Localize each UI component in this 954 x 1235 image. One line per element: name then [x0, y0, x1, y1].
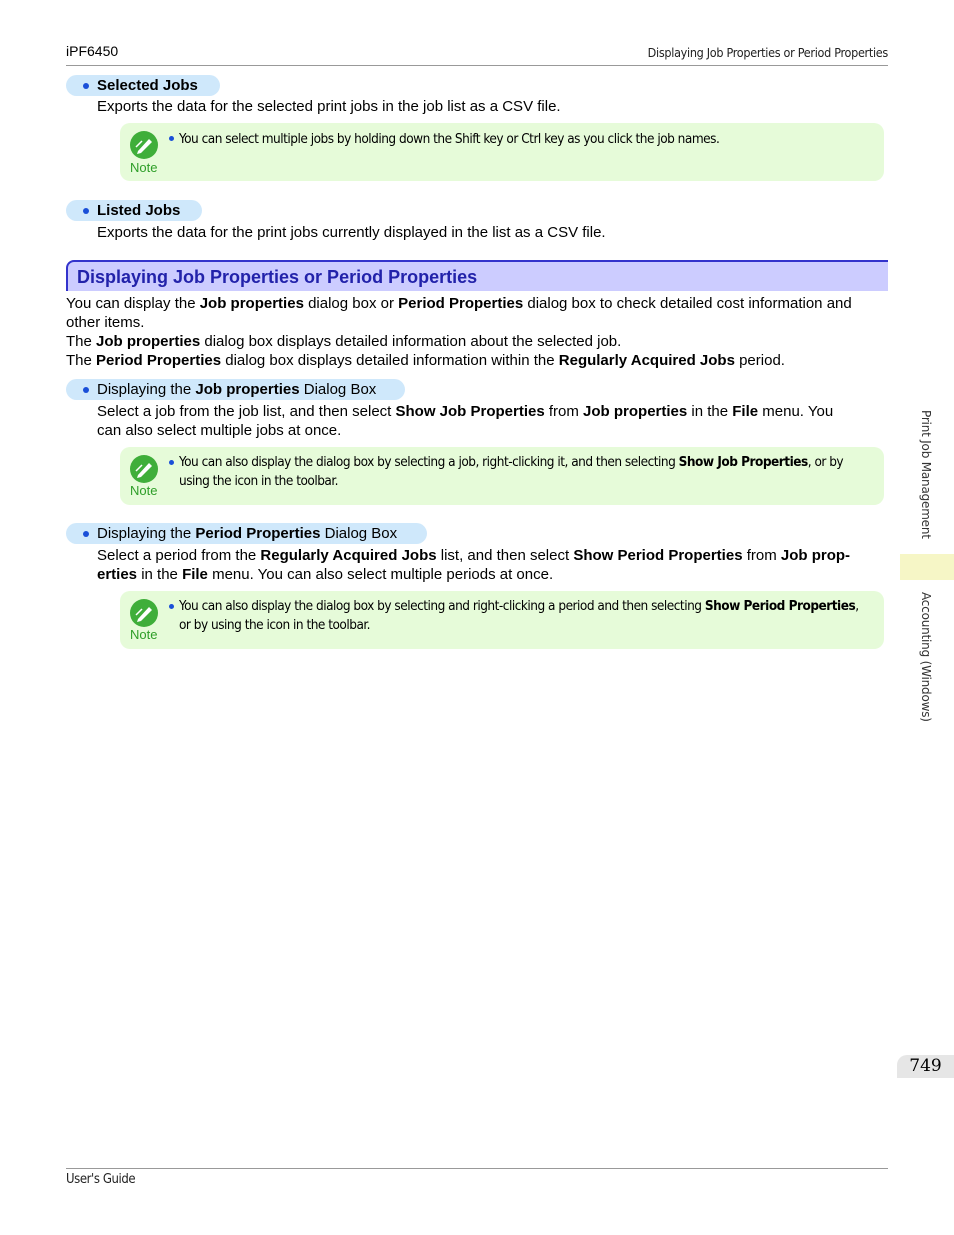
bullet-icon [83, 208, 89, 214]
period-properties-line-1: Select a period from the Regularly Acquired Jobs list, and then select Show Period Properties from Job prop- [97, 547, 851, 564]
note-box [120, 123, 884, 181]
sidebar-highlight [900, 554, 954, 580]
note-pencil-icon [130, 455, 158, 483]
footer-text: User's Guide [66, 1172, 136, 1187]
bullet-icon [169, 460, 174, 465]
sidebar-chapter: Print Job Management [919, 410, 933, 539]
job-properties-label: Displaying the Job properties Dialog Box [97, 381, 377, 398]
footer-divider [66, 1168, 888, 1169]
header-divider [66, 65, 888, 66]
selected-jobs-description: Exports the data for the selected print jobs in the job list as a CSV file. [97, 98, 561, 115]
note-text-line-1: You can also display the dialog box by selecting and right-clicking a period and then selecting Show Period Properties, [179, 598, 859, 614]
note-text-line-2: or by using the icon in the toolbar. [179, 617, 370, 633]
selected-jobs-heading [66, 75, 220, 96]
period-properties-label: Displaying the Period Properties Dialog Box [97, 525, 398, 542]
note-text: You can select multiple jobs by holding down the Shift key or Ctrl key as you click the job names. [179, 131, 720, 147]
job-properties-heading [66, 379, 405, 400]
note-label: Note [130, 627, 158, 642]
bullet-icon [83, 531, 89, 537]
note-label: Note [130, 160, 158, 175]
period-properties-line-2: erties in the File menu. You can also select multiple periods at once. [97, 566, 554, 583]
listed-jobs-description: Exports the data for the print jobs currently displayed in the list as a CSV file. [97, 224, 606, 241]
page-number: 749 [897, 1055, 954, 1078]
section-paragraph-2: The Job properties dialog box displays detailed information about the selected job. [66, 333, 622, 350]
listed-jobs-heading [66, 200, 202, 221]
note-box [120, 447, 884, 505]
section-paragraph-1-cont: other items. [66, 314, 145, 331]
job-properties-line-2: can also select multiple jobs at once. [97, 422, 342, 439]
section-paragraph-3: The Period Properties dialog box displays detailed information within the Regularly Acquired Jobs period. [66, 352, 785, 369]
listed-jobs-label: Listed Jobs [97, 202, 181, 219]
selected-jobs-label: Selected Jobs [97, 77, 198, 94]
header-model: iPF6450 [66, 43, 119, 59]
section-heading [66, 260, 888, 291]
job-properties-line-1: Select a job from the job list, and then select Show Job Properties from Job properties in the File menu. You [97, 403, 834, 420]
note-text-line-1: You can also display the dialog box by selecting a job, right-clicking it, and then selecting Show Job Properties, or by [179, 454, 844, 470]
header-section-title: Displaying Job Properties or Period Properties [647, 45, 888, 60]
bullet-icon [169, 136, 174, 141]
note-pencil-icon [130, 599, 158, 627]
note-pencil-icon [130, 131, 158, 159]
note-text-line-2: using the icon in the toolbar. [179, 473, 338, 489]
bullet-icon [83, 387, 89, 393]
section-heading-text: Displaying Job Properties or Period Properties [77, 267, 478, 287]
note-box [120, 591, 884, 649]
section-paragraph-1: You can display the Job properties dialog box or Period Properties dialog box to check detailed cost information and [66, 295, 852, 312]
sidebar-subchapter: Accounting (Windows) [919, 592, 933, 722]
bullet-icon [169, 604, 174, 609]
period-properties-heading [66, 523, 427, 544]
bullet-icon [83, 83, 89, 89]
note-label: Note [130, 483, 158, 498]
